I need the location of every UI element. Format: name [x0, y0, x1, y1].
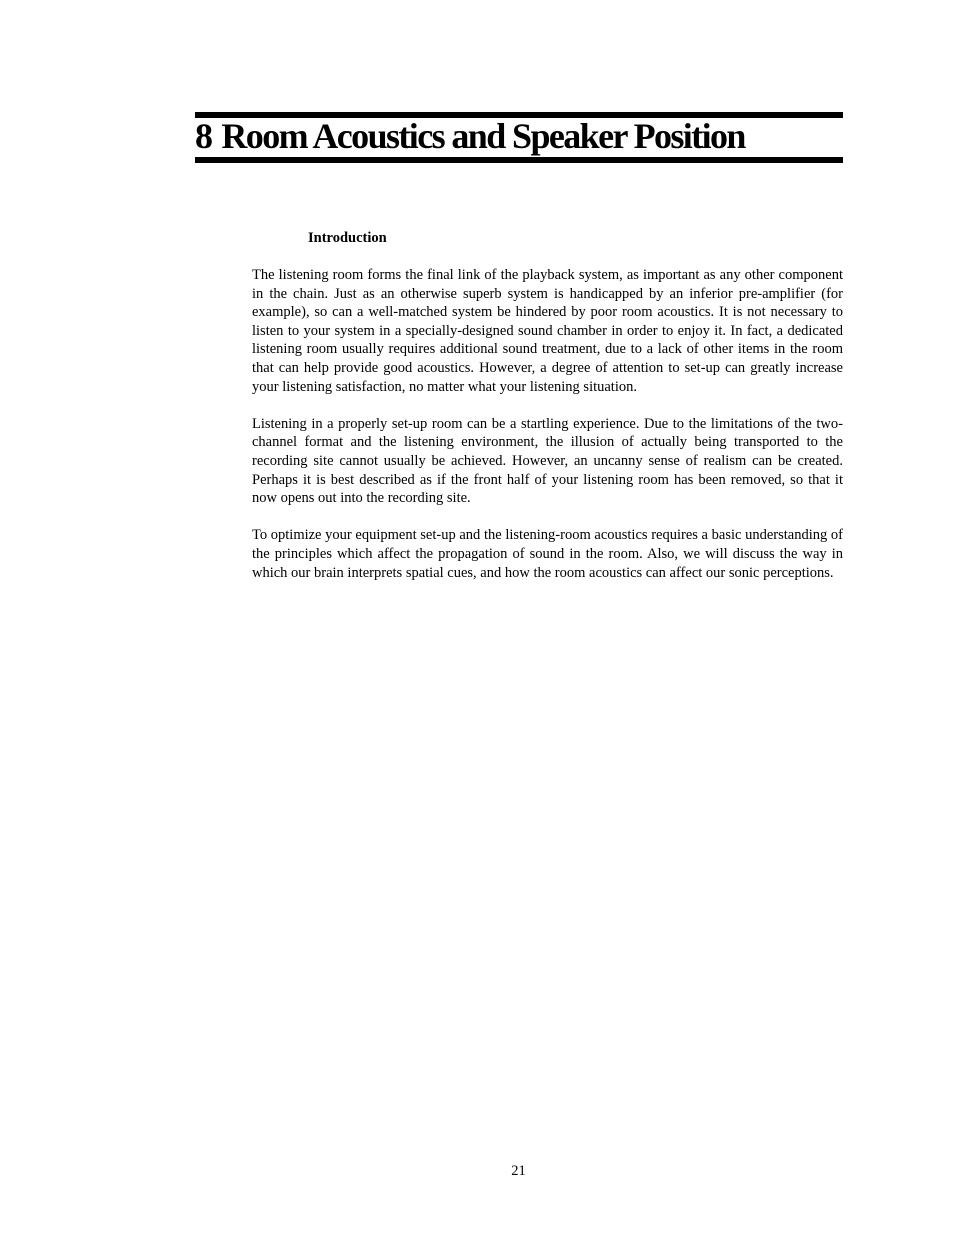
- paragraph: To optimize your equipment set-up and the listening-room acoustics requires a basic understanding of the principles which affect the propagation of sound in the room. Also, we will discuss the way in which our brain interprets spatial cues, and how the room acoustics can affect our sonic perceptions.: [252, 527, 843, 581]
- chapter-title-text: Room Acoustics and Speaker Position: [221, 116, 745, 156]
- chapter-title: [195, 116, 843, 156]
- paragraph: Listening in a properly set-up room can be a startling experience. Due to the limitations of the two-channel format and the listening environment, the illusion of actually being transported to the recording site cannot usually be achieved. However, an uncanny sense of realism can be created. Perhaps it is best described as if the front half of your listening room has been removed, so that it now opens out into the recording site.: [252, 415, 843, 507]
- title-rule-bottom: [195, 157, 843, 163]
- page-number: 21: [511, 1163, 526, 1179]
- section-heading: Introduction: [308, 230, 387, 246]
- chapter-number: 8: [195, 116, 212, 156]
- paragraph: The listening room forms the final link of the playback system, as important as any other component in the chain. Just as an otherwise superb system is handicapped by an inferior pre-amplifier (for example), so can a well-matched system be hindered by poor room acoustics. It is not necessary to listen to your system in a specially-designed sound chamber in order to enjoy it. In fact, a dedicated listening room usually requires additional sound treatment, due to a lack of other items in the room that can help provide good acoustics. However, a degree of attention to set-up can greatly increase your listening satisfaction, no matter what your listening situation.: [252, 267, 843, 395]
- body-text: [252, 266, 843, 601]
